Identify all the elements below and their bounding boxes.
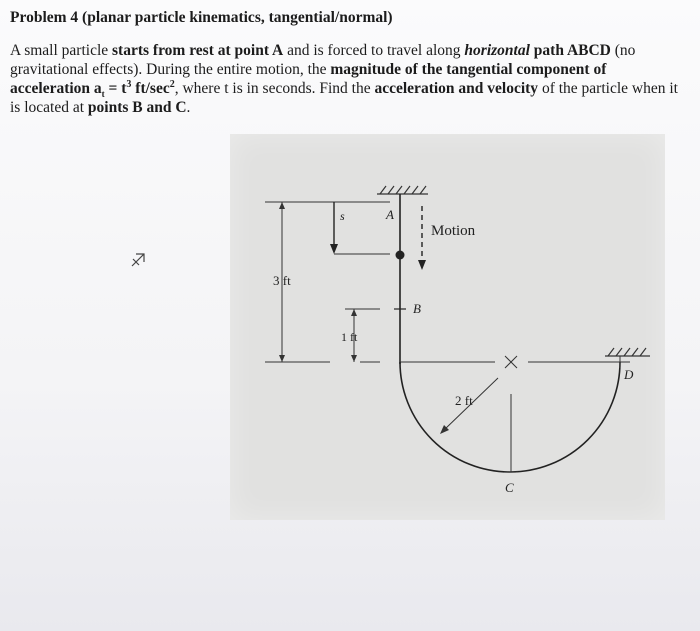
- label-d: D: [624, 367, 634, 382]
- text-run: .: [186, 99, 191, 116]
- text-run-bold: starts from rest at point A: [112, 42, 284, 59]
- subscript: t: [101, 89, 105, 100]
- problem-title: Problem 4 (planar particle kinematics, tangential/normal): [10, 9, 393, 26]
- support-hatch-d-icon: [605, 348, 650, 356]
- label-s: s: [340, 209, 345, 223]
- text-run: (no gravitational effects). During the entire motion, the: [10, 42, 636, 78]
- label-motion: Motion: [431, 223, 476, 239]
- support-hatch-a-icon: [377, 186, 428, 194]
- path-diagram: [230, 134, 665, 520]
- label-b: B: [413, 301, 421, 316]
- text-run-bold: points B and C: [87, 99, 187, 116]
- label-3ft: 3 ft: [273, 273, 291, 288]
- text-run: A small particle: [10, 42, 113, 59]
- s-arrowhead-icon: [330, 244, 338, 254]
- label-2ft: 2 ft: [455, 393, 473, 408]
- superscript: 3: [126, 78, 132, 90]
- semicircle-path: [400, 362, 620, 472]
- problem-statement: [10, 41, 686, 117]
- text-run: and is forced to travel along: [283, 42, 465, 59]
- pointer-cursor-icon: [130, 250, 146, 268]
- label-1ft: 1 ft: [341, 330, 358, 344]
- text-run-bold: magnitude of the tangential component of acceleration a: [10, 61, 607, 97]
- motion-arrowhead-icon: [418, 260, 426, 270]
- text-run-bold: ft/sec: [131, 80, 170, 97]
- text-run-emphasis: horizontal: [464, 42, 530, 59]
- diagram-svg: [230, 134, 665, 520]
- text-run-bold: acceleration and velocity: [374, 80, 539, 97]
- particle-dot: [396, 251, 405, 260]
- text-run-bold: = t: [104, 80, 127, 97]
- text-run: of the particle when it is located at: [10, 80, 678, 116]
- superscript: 2: [169, 78, 175, 90]
- text-run-bold: path ABCD: [529, 42, 611, 59]
- label-c: C: [505, 480, 514, 495]
- label-a: A: [386, 207, 394, 222]
- text-run: , where t is in seconds. Find the: [174, 80, 375, 97]
